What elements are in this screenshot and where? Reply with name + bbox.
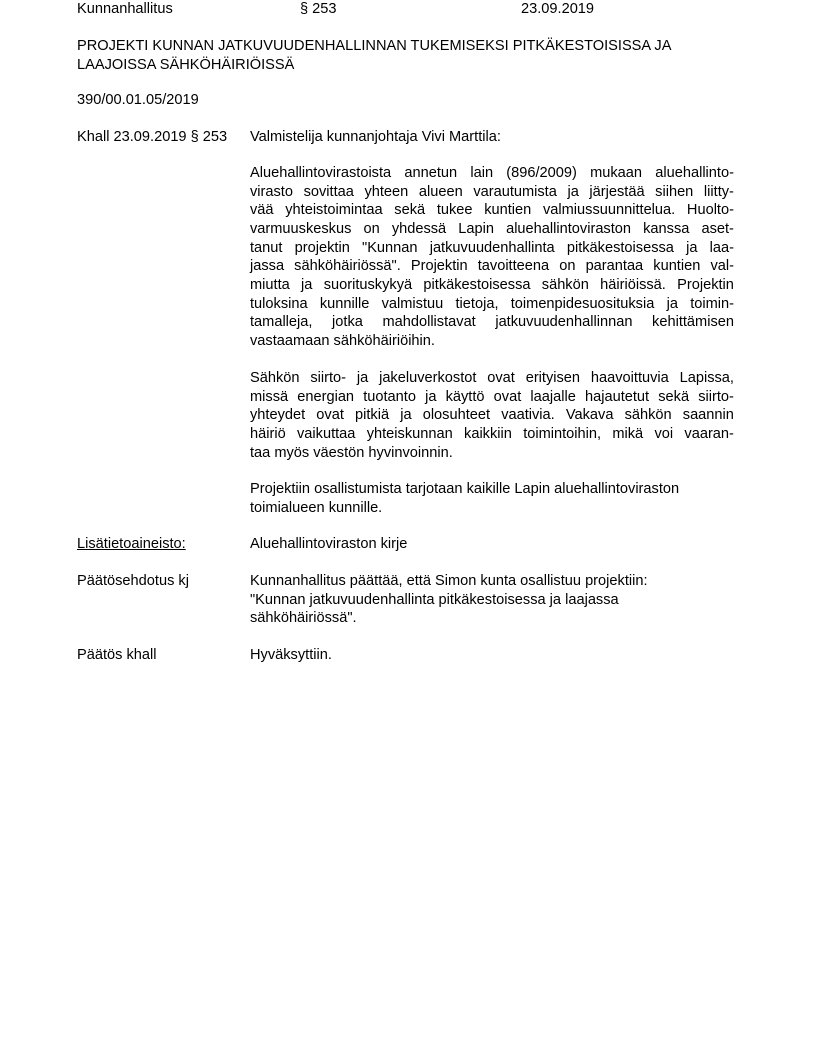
paragraph-line: missä energian tuotanto ja käyttö ovat laajalle hajautetut sekä siirto-	[250, 388, 734, 405]
header-section: § 253	[300, 1, 337, 17]
proposal-label: Päätösehdotus kj	[77, 573, 189, 589]
paragraph-line: Aluehallintovirastoista annetun lain (896/2009) mukaan aluehallinto-	[250, 165, 734, 181]
meeting-reference: Khall 23.09.2019 § 253	[77, 129, 228, 145]
paragraph-line: miutta ja suorituskykyä pitkäkestoisessa sähkön häiriöissä. Projektin	[250, 276, 734, 293]
proposal-line: sähköhäiriössä".	[250, 610, 357, 627]
paragraph-line: Sähkön siirto- ja jakeluverkostot ovat erityisen haavoittuvia Lapissa,	[250, 370, 734, 386]
paragraph-line: jassa sähköhäiriössä". Projektin tavoitteena on parantaa kuntien val-	[250, 258, 734, 275]
decision-label: Päätös khall	[77, 647, 157, 663]
paragraph-line: taa myös väestön hyvinvoinnin.	[250, 444, 453, 461]
record-number: 390/00.01.05/2019	[77, 92, 199, 108]
paragraph-line: toimialueen kunnille.	[250, 499, 383, 516]
paragraph-line: Projektiin osallistumista tarjotaan kaikille Lapin aluehallintoviraston	[250, 481, 680, 497]
paragraph-line: tanut projektin "Kunnan jatkuvuudenhallinta pitkäkestoisessa ja laa-	[250, 239, 734, 256]
body-paragraph-2	[250, 369, 734, 462]
document-title	[77, 37, 757, 74]
paragraph-line: vastaamaan sähköhäiriöihin.	[250, 332, 435, 349]
proposal-line: Kunnanhallitus päättää, että Simon kunta osallistuu projektiin:	[250, 573, 648, 589]
proposal-line: "Kunnan jatkuvuudenhallinta pitkäkestoisessa ja laajassa	[250, 591, 619, 608]
preparer-line: Valmistelija kunnanjohtaja Vivi Marttila:	[250, 129, 501, 145]
header-body: Kunnanhallitus	[77, 1, 173, 17]
paragraph-line: tuloksina kunnille valmistuu tietoja, toimenpidesuosituksia ja toimin-	[250, 295, 734, 312]
proposal-text	[250, 572, 648, 628]
paragraph-line: vää yhteistoimintaa sekä tukee kuntien valmiussuunnittelua. Huolto-	[250, 202, 734, 219]
paragraph-line: virasto sovittaa yhteen alueen varautumista ja järjestää siihen liitty-	[250, 183, 734, 200]
additional-info-label: Lisätietoaineisto:	[77, 536, 186, 552]
header-date: 23.09.2019	[521, 1, 595, 17]
additional-info-value: Aluehallintoviraston kirje	[250, 536, 408, 552]
paragraph-line: yhteydet ovat pitkiä ja olosuhteet vaativia. Vakava sähkön saannin	[250, 407, 734, 424]
decision-value: Hyväksyttiin.	[250, 647, 332, 663]
paragraph-line: tamalleja, jotka mahdollistavat jatkuvuudenhallinnan kehittämisen	[250, 314, 734, 331]
body-paragraph-3	[250, 480, 679, 517]
title-line: PROJEKTI KUNNAN JATKUVUUDENHALLINNAN TUKEMISEKSI PITKÄKESTOISISSA JA	[77, 38, 672, 54]
title-line: LAAJOISSA SÄHKÖHÄIRIÖISSÄ	[77, 56, 295, 73]
paragraph-line: häiriö vaikuttaa yhteiskunnan kaikkiin toimintoihin, mikä voi vaaran-	[250, 425, 734, 442]
paragraph-line: varmuuskeskus on yhdessä Lapin aluehallintoviraston kanssa aset-	[250, 220, 734, 237]
body-paragraph-1	[250, 164, 734, 351]
